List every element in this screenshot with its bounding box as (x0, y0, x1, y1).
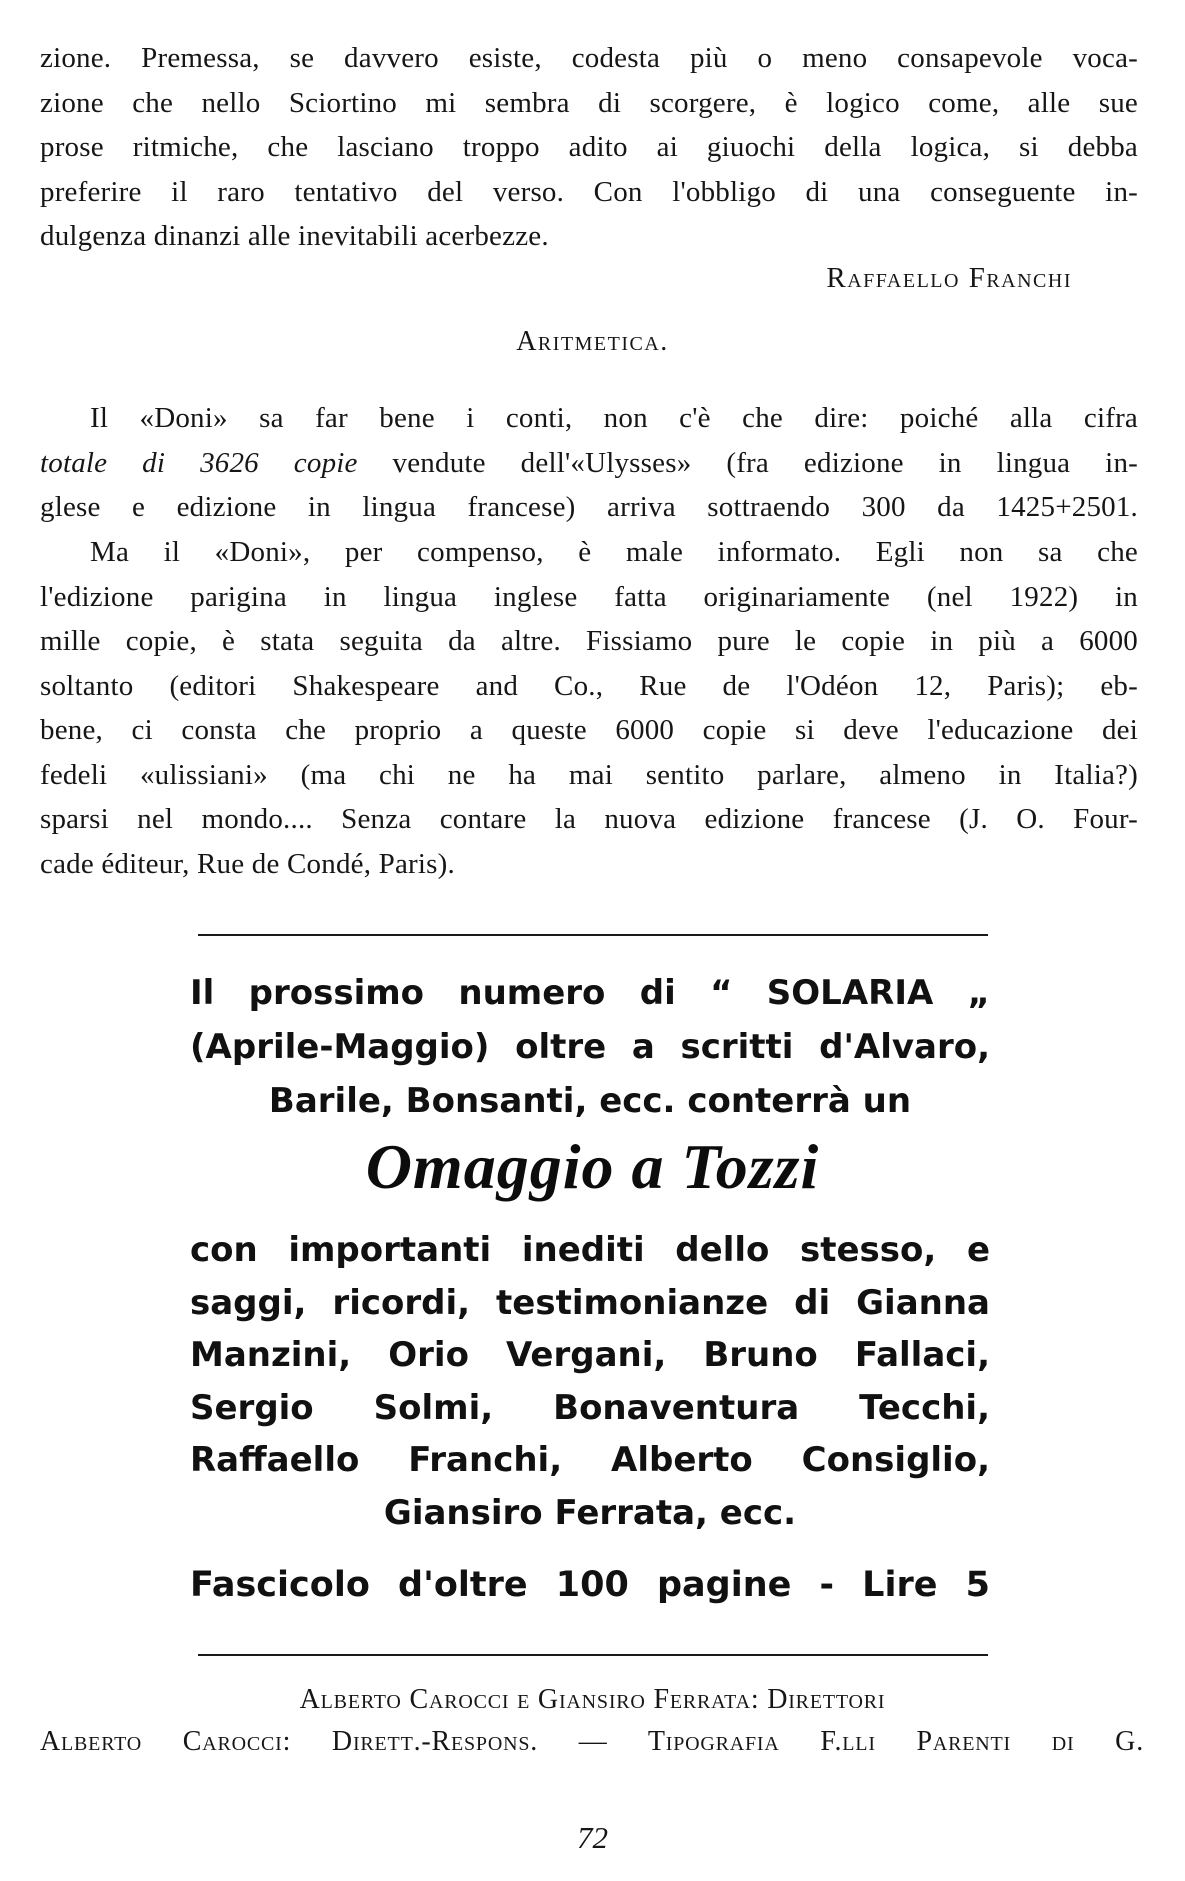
review-signature: Raffaello Franchi (826, 262, 1072, 294)
review-line: zione che nello Sciortino mi sembra di scorgere, è logico come, alle sue (40, 86, 1138, 119)
ad-line: (Aprile-Maggio) oltre a scritti d'Alvaro, (190, 1027, 990, 1067)
paragraph-line: Ma il «Doni», per compenso, è male informato. Egli non sa che (90, 536, 1138, 568)
paragraph-line: mille copie, è stata seguita da altre. Fissiamo pure le copie in più a 6000 (40, 625, 1138, 657)
paragraph-line: soltanto (editori Shakespeare and Co., Rue de l'Odéon 12, Paris); eb- (40, 669, 1138, 702)
paragraph-line: l'edizione parigina in lingua inglese fatta originariamente (nel 1922) in (40, 580, 1138, 613)
review-line: dulgenza dinanzi alle inevitabili acerbezze. (40, 220, 549, 252)
line-continuation: vendute dell'«Ulysses» (fra edizione in lingua in- (357, 446, 1138, 479)
paragraph-line: fedeli «ulissiani» (ma chi ne ha mai sentito parlare, almeno in Italia?) (40, 758, 1138, 791)
advertisement-body (190, 1224, 990, 1539)
aritmetica-paragraph-2 (40, 530, 1138, 886)
advertisement-intro (190, 966, 990, 1128)
advertisement-top-rule (198, 934, 988, 936)
ad-line: Giansiro Ferrata, ecc. (383, 1492, 797, 1533)
paragraph-line: bene, ci consta che proprio a queste 6000 copie si deve l'educazione dei (40, 714, 1138, 746)
italic-phrase: totale di 3626 copie (40, 446, 358, 479)
paragraph-line (40, 441, 1138, 486)
ad-line: con importanti inediti dello stesso, e (190, 1230, 990, 1270)
advertisement-price (190, 1560, 990, 1610)
ad-line: Barile, Bonsanti, ecc. conterrà un (268, 1081, 912, 1121)
review-text (40, 36, 1138, 259)
paragraph-line: sparsi nel mondo.... Senza contare la nuova edizione francese (J. O. Four- (40, 803, 1138, 835)
ad-line: Raffaello Franchi, Alberto Consiglio, (190, 1440, 990, 1480)
review-line: zione. Premessa, se davvero esiste, codesta più o meno consapevole voca- (40, 42, 1138, 74)
imprint-credit: Alberto Carocci: Dirett.-Respons. — Tipografia F.lli Parenti di G. (40, 1726, 1144, 1757)
ad-line: saggi, ricordi, testimonianze di Gianna (190, 1282, 990, 1323)
section-heading: Aritmetica. (516, 326, 669, 357)
ad-line: Sergio Solmi, Bonaventura Tecchi, (190, 1387, 990, 1428)
advertisement-bottom-rule (198, 1654, 988, 1656)
paragraph-line: glese e edizione in lingua francese) arriva sottraendo 300 da 1425+2501. (40, 491, 1138, 523)
aritmetica-paragraph-1 (40, 396, 1138, 530)
page-number: 72 (577, 1820, 608, 1855)
review-line: preferire il raro tentativo del verso. Con l'obbligo di una conseguente in- (40, 175, 1138, 208)
ad-line: Il prossimo numero di “ SOLARIA „ (190, 973, 990, 1013)
ad-line: Manzini, Orio Vergani, Bruno Fallaci, (190, 1335, 990, 1375)
directors-credit: Alberto Carocci e Giansiro Ferrata: Direttori (299, 1684, 886, 1715)
paragraph-line: cade éditeur, Rue de Condé, Paris). (40, 847, 455, 880)
advertisement-headline: Omaggio a Tozzi (365, 1131, 820, 1202)
review-line: prose ritmiche, che lasciano troppo adito ai giuochi della logica, si debba (40, 131, 1138, 163)
paragraph-line: Il «Doni» sa far bene i conti, non c'è che dire: poiché alla cifra (90, 402, 1138, 434)
price-line: Fascicolo d'oltre 100 pagine - Lire 5 (190, 1565, 990, 1605)
